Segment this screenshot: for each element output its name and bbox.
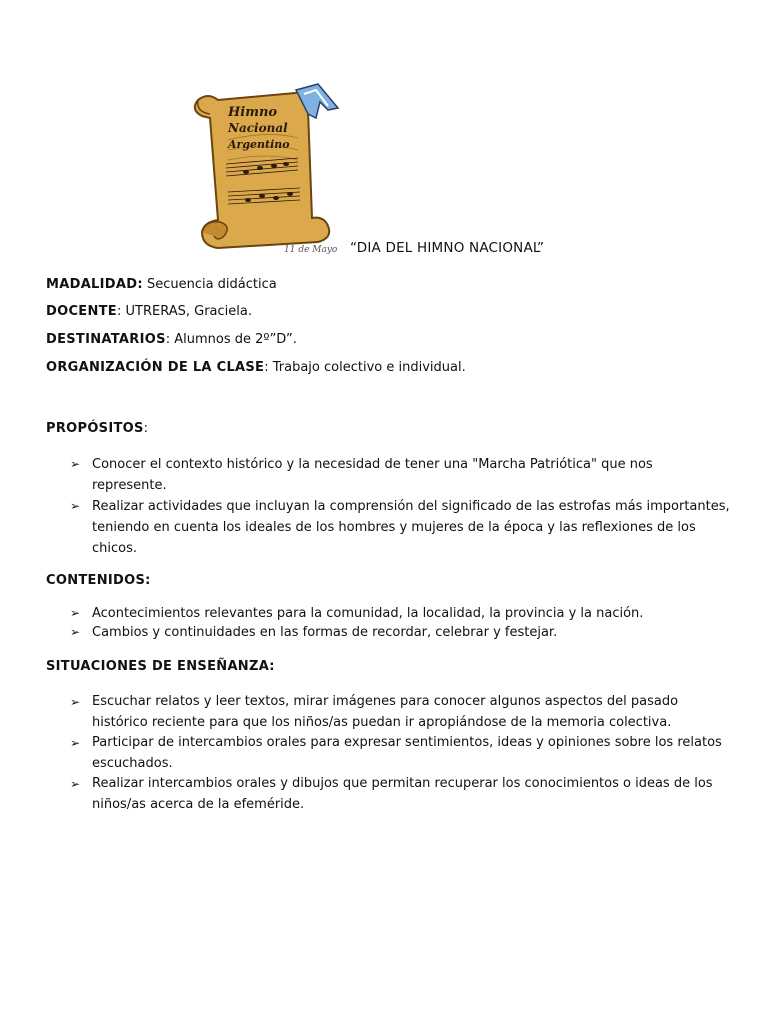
arrow-bullet-icon: ➢	[70, 499, 81, 513]
list-item: ➢ Realizar actividades que incluyan la comprensión del significado de las estrofas más importantes, teniendo en cuenta los ideales de los hombres y mujeres de la época y las reflexiones de los chicos.	[70, 496, 730, 559]
docente-line	[46, 304, 252, 319]
destinatarios-line	[46, 332, 297, 347]
propositos-heading: PROPÓSITOS:	[46, 421, 149, 436]
docente-label: DOCENTE	[46, 304, 117, 319]
arrow-bullet-icon: ➢	[70, 777, 81, 791]
himno-scroll-logo	[188, 80, 348, 255]
propositos-list	[70, 454, 730, 559]
modalidad-value: Secuencia didáctica	[142, 277, 277, 292]
situaciones-list	[70, 692, 730, 815]
svg-text:11 de Mayo: 11 de Mayo	[284, 245, 338, 255]
list-item: ➢ Participar de intercambios orales para expresar sentimientos, ideas y opiniones sobre los relatos escuchados.	[70, 735, 722, 771]
arrow-bullet-icon: ➢	[70, 625, 81, 639]
situaciones-heading: SITUACIONES DE ENSEÑANZA:	[46, 659, 275, 674]
arrow-bullet-icon: ➢	[70, 606, 81, 620]
modalidad-label: MADALIDAD:	[46, 277, 143, 292]
organizacion-line	[46, 360, 466, 375]
organizacion-value: : Trabajo colectivo e individual.	[264, 360, 466, 375]
destinatarios-label: DESTINATARIOS	[46, 332, 166, 347]
docente-value: : UTRERAS, Graciela.	[117, 304, 252, 319]
contenidos-heading: CONTENIDOS:	[46, 573, 151, 588]
svg-text:Nacional: Nacional	[228, 121, 288, 135]
arrow-bullet-icon: ➢	[70, 736, 81, 750]
list-item: ➢ Escuchar relatos y leer textos, mirar imágenes para conocer algunos aspectos del pasado histórico reciente para que los niños/as puedan ir apropiándose de la memoria colectiva.	[70, 694, 679, 730]
document-title: “DIA DEL HIMNO NACIONAL”	[350, 240, 545, 256]
arrow-bullet-icon: ➢	[70, 457, 81, 471]
list-item: ➢ Cambios y continuidades en las formas de recordar, celebrar y festejar.	[70, 625, 558, 640]
destinatarios-value: : Alumnos de 2º”D”.	[165, 332, 297, 347]
arrow-bullet-icon: ➢	[70, 695, 81, 709]
svg-text:Himno: Himno	[228, 105, 278, 120]
contenidos-list	[70, 604, 730, 642]
svg-text:Argentino: Argentino	[228, 138, 290, 151]
organizacion-label: ORGANIZACIÓN DE LA CLASE	[46, 360, 265, 375]
list-item: ➢ Realizar intercambios orales y dibujos que permitan recuperar los conocimientos o ideas de los niños/as acerca de la efeméride.	[70, 776, 713, 812]
modalidad-line	[46, 277, 277, 292]
list-item: ➢ Conocer el contexto histórico y la necesidad de tener una "Marcha Patriótica" que nos represente.	[70, 454, 730, 496]
list-item: ➢ Acontecimientos relevantes para la comunidad, la localidad, la provincia y la nación.	[70, 606, 644, 621]
